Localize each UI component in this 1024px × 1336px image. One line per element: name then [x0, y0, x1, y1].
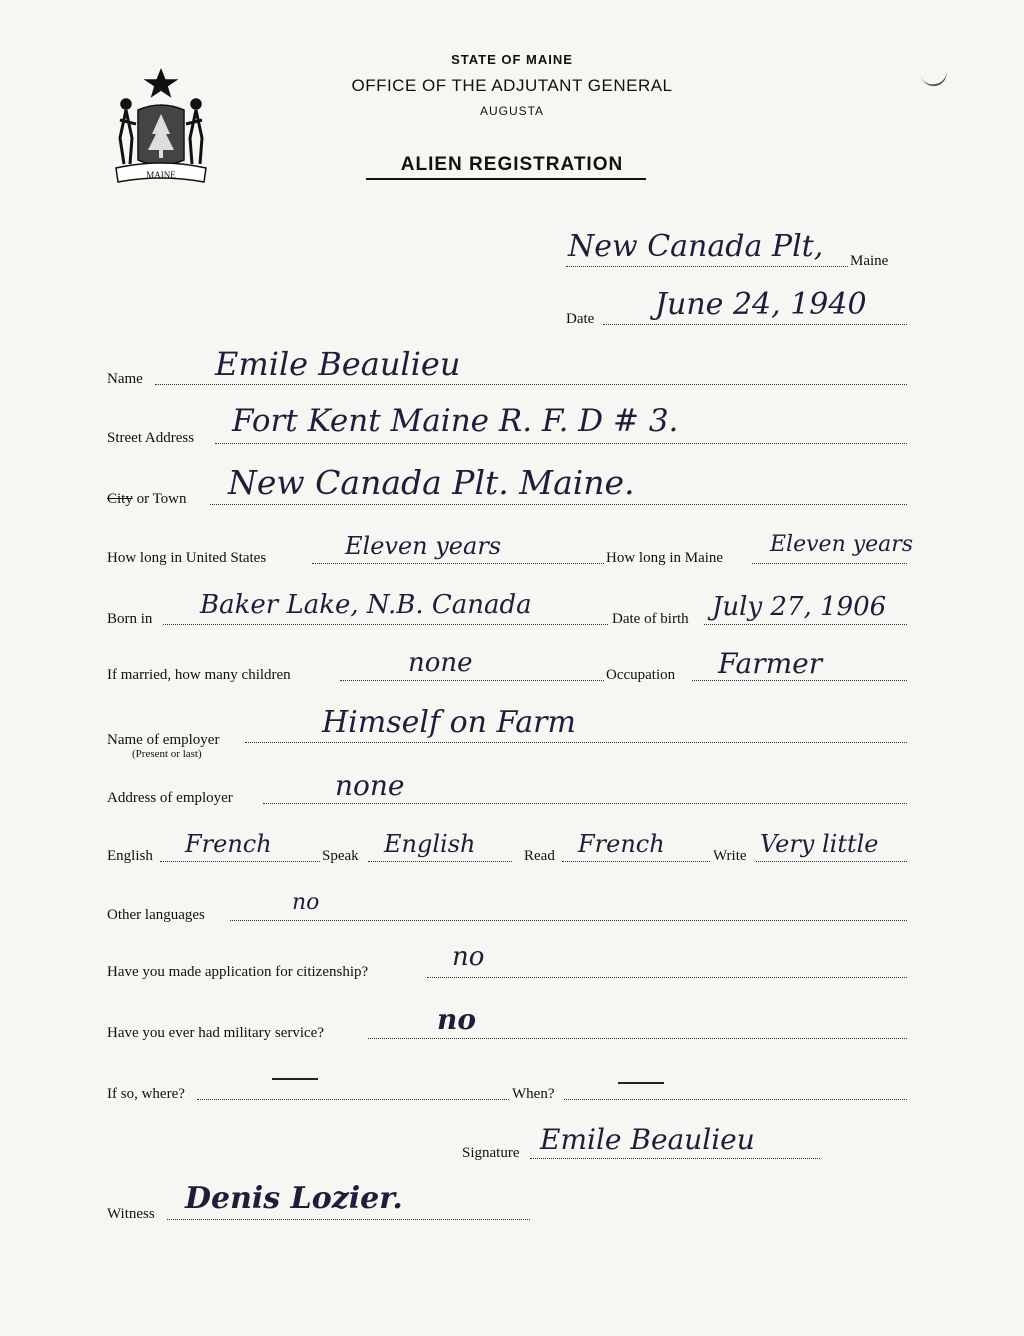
- date-label: Date: [566, 311, 595, 327]
- military-value: no: [437, 1003, 477, 1036]
- witness-line: [167, 1219, 530, 1220]
- how-long-maine-value: Eleven years: [770, 532, 914, 557]
- read-line: [562, 861, 710, 862]
- witness-value: Denis Lozier.: [185, 1181, 403, 1216]
- town-label-text: or Town: [132, 491, 187, 507]
- when-dash: [618, 1082, 664, 1084]
- write-line: [756, 861, 907, 862]
- children-value: none: [408, 648, 473, 678]
- city-heading: AUGUSTA: [479, 104, 545, 118]
- born-in-label: Born in: [107, 611, 153, 627]
- date-value: June 24, 1940: [655, 287, 867, 322]
- other-languages-label: Other languages: [107, 907, 205, 923]
- english-value: French: [185, 830, 272, 858]
- how-long-us-line: [312, 563, 604, 564]
- employer-label: Name of employer: [107, 732, 220, 748]
- signature-label: Signature: [462, 1145, 520, 1161]
- write-value: Very little: [760, 830, 879, 858]
- employer-sublabel: (Present or last): [132, 748, 202, 760]
- if-so-where-dash: [272, 1078, 318, 1080]
- if-so-where-line: [197, 1099, 509, 1100]
- born-in-value: Baker Lake, N.B. Canada: [200, 590, 532, 620]
- title-underline: [366, 178, 646, 180]
- citizenship-value: no: [452, 942, 485, 972]
- occupation-line: [692, 680, 907, 681]
- children-line: [340, 680, 604, 681]
- name-value: Emile Beaulieu: [215, 345, 461, 383]
- how-long-maine-line: [752, 563, 907, 564]
- english-label: English: [107, 848, 153, 864]
- occupation-value: Farmer: [718, 647, 823, 680]
- how-long-us-value: Eleven years: [345, 532, 502, 560]
- employer-address-label: Address of employer: [107, 790, 233, 806]
- write-label: Write: [713, 848, 747, 864]
- witness-label: Witness: [107, 1206, 155, 1222]
- dob-label: Date of birth: [612, 611, 689, 627]
- how-long-maine-label: How long in Maine: [606, 550, 724, 566]
- read-value: French: [578, 830, 665, 858]
- how-long-us-label: How long in United States: [107, 550, 267, 566]
- office-heading: OFFICE OF THE ADJUTANT GENERAL: [351, 76, 673, 95]
- employer-address-line: [263, 803, 907, 804]
- other-languages-line: [230, 920, 907, 921]
- place-line: [566, 266, 848, 267]
- occupation-label: Occupation: [606, 667, 676, 683]
- born-in-line: [163, 624, 608, 625]
- read-label: Read: [524, 848, 555, 864]
- speak-line: [368, 861, 512, 862]
- military-label: Have you ever had military service?: [107, 1025, 324, 1041]
- military-line: [368, 1038, 907, 1039]
- seal-banner-text: MAINE: [146, 170, 176, 180]
- city-struck-text: City: [107, 491, 133, 507]
- dob-line: [704, 624, 907, 625]
- date-line: [603, 324, 907, 325]
- town-value: New Canada Plt. Maine.: [228, 463, 635, 502]
- street-address-label: Street Address: [107, 430, 195, 446]
- place-suffix-label: Maine: [850, 253, 889, 269]
- speak-value: English: [384, 830, 476, 858]
- english-line: [160, 861, 320, 862]
- citizenship-line: [427, 977, 907, 978]
- dob-value: July 27, 1906: [712, 592, 887, 622]
- signature-line: [530, 1158, 820, 1159]
- town-line: [210, 504, 907, 505]
- other-languages-value: no: [292, 890, 320, 915]
- town-label: [107, 492, 187, 507]
- street-address-value: Fort Kent Maine R. F. D # 3.: [232, 403, 679, 439]
- name-label: Name: [107, 371, 143, 387]
- speak-label: Speak: [322, 848, 359, 864]
- when-line: [564, 1099, 907, 1100]
- state-heading: STATE OF MAINE: [451, 52, 573, 67]
- name-line: [155, 384, 907, 385]
- place-value: New Canada Plt,: [568, 229, 824, 264]
- when-label: When?: [512, 1086, 555, 1102]
- form-title: ALIEN REGISTRATION: [400, 154, 624, 175]
- street-address-line: [215, 443, 907, 444]
- signature-value: Emile Beaulieu: [540, 1123, 755, 1156]
- employer-line: [245, 742, 907, 743]
- if-so-where-label: If so, where?: [107, 1086, 185, 1102]
- state-seal: [108, 68, 214, 192]
- employer-value: Himself on Farm: [322, 705, 576, 740]
- citizenship-label: Have you made application for citizenship?: [107, 964, 369, 980]
- employer-address-value: none: [335, 769, 405, 802]
- children-label: If married, how many children: [107, 667, 291, 683]
